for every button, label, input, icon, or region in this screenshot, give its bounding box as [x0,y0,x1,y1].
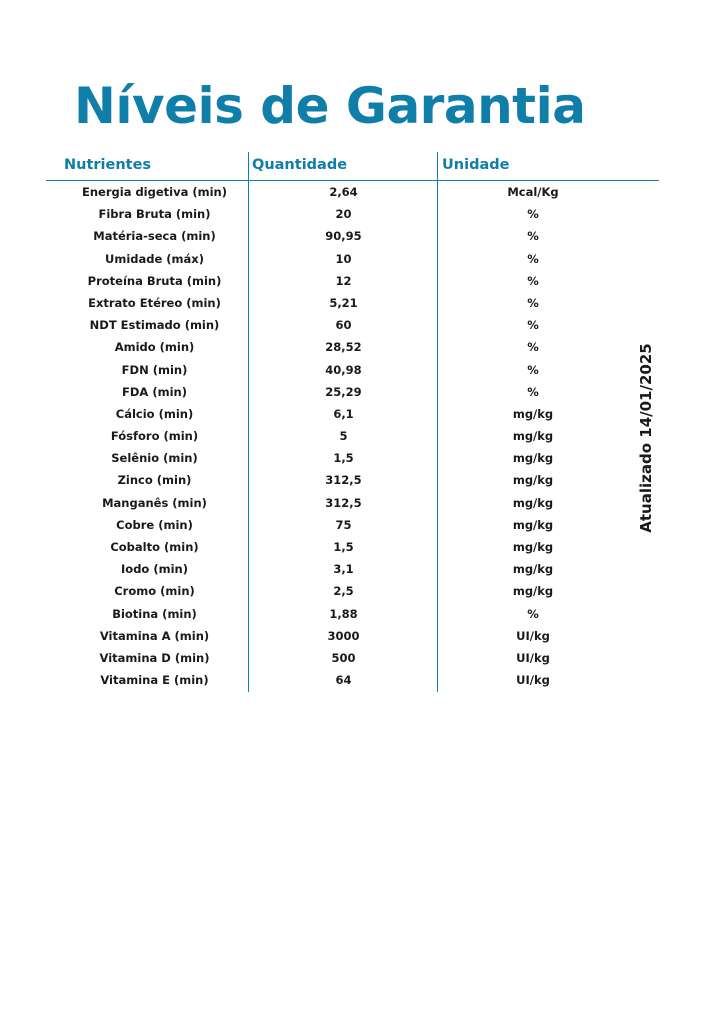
table-row [46,448,659,470]
unit-cell: Mcal/Kg [507,185,559,199]
nutrient-cell: Cromo (min) [114,584,195,599]
unit-cell: mg/kg [512,584,554,599]
quantity-cell: 1,5 [333,451,354,466]
header-quantity: Quantidade [252,157,348,173]
table-row [46,360,659,382]
table-row [46,515,659,537]
nutrient-cell: Energia digetiva (min) [82,185,227,199]
table-row [46,226,659,248]
quantity-cell: 312,5 [325,495,362,510]
nutrient-cell: Vitamina E (min) [100,673,209,688]
nutrient-cell: Cobalto (min) [110,540,199,554]
unit-cell: mg/kg [512,495,554,510]
table-row [46,249,659,271]
nutrient-cell: Fibra Bruta (min) [98,207,211,222]
nutrient-cell: Fósforo (min) [110,429,199,444]
unit-cell: % [527,273,539,288]
unit-cell: % [527,362,539,377]
quantity-cell: 2,5 [333,584,354,599]
header-nutrient: Nutrientes [64,157,152,173]
unit-cell: mg/kg [512,473,554,488]
quantity-cell: 64 [335,673,352,688]
table-row [46,271,659,293]
quantity-cell: 60 [335,318,352,333]
nutrient-cell: Umidade (máx) [105,251,204,266]
table-row [46,626,659,648]
quantity-cell: 500 [331,650,356,665]
quantity-cell: 25,29 [325,384,362,399]
unit-cell: UI/kg [516,673,550,688]
unit-cell: % [527,318,539,333]
table-row [46,648,659,670]
quantity-cell: 10 [335,251,352,266]
unit-cell: UI/kg [516,650,550,665]
updated-date-note: Atualizado 14/01/2025 [637,343,655,533]
nutrient-cell: Matéria-seca (min) [93,229,216,244]
unit-cell: mg/kg [512,540,554,554]
quantity-cell: 5 [339,429,348,444]
table-row [46,337,659,359]
table-row [46,404,659,426]
quantity-cell: 2,64 [329,185,358,199]
table-row [46,426,659,448]
unit-cell: mg/kg [512,451,554,466]
nutrient-cell: Manganês (min) [102,495,207,510]
quantity-cell: 12 [335,273,352,288]
unit-cell: % [527,606,539,621]
table-body [46,182,659,692]
nutrient-cell: Vitamina D (min) [99,650,210,665]
nutrient-cell: NDT Estimado (min) [89,318,220,333]
quantity-cell: 75 [335,517,352,532]
nutrient-cell: Cobre (min) [116,517,193,532]
nutrient-cell: Cálcio (min) [115,406,194,421]
unit-cell: mg/kg [512,562,554,577]
quantity-cell: 3000 [327,628,360,643]
unit-cell: UI/kg [516,628,550,643]
unit-cell: % [527,207,539,222]
unit-cell: % [527,340,539,355]
quantity-cell: 20 [335,207,352,222]
quantity-cell: 1,5 [333,540,354,554]
nutrient-cell: Selênio (min) [111,451,198,466]
table-row [46,293,659,315]
quantity-cell: 40,98 [325,362,362,377]
quantity-cell: 28,52 [325,340,362,355]
nutrient-cell: FDN (min) [121,362,188,377]
table-row [46,315,659,337]
quantity-cell: 1,88 [329,606,358,621]
table-row [46,182,659,204]
table-row [46,204,659,226]
page-title: Níveis de Garantia [74,77,586,135]
unit-cell: % [527,229,539,244]
unit-cell: % [527,251,539,266]
table-row [46,493,659,515]
table-row [46,382,659,404]
header-unit: Unidade [442,157,510,173]
unit-cell: mg/kg [512,517,554,532]
quantity-cell: 6,1 [333,406,354,421]
table-row [46,670,659,692]
nutrient-cell: Amido (min) [114,340,195,355]
nutrient-cell: Iodo (min) [121,562,188,577]
unit-cell: % [527,384,539,399]
nutrient-cell: FDA (min) [122,384,187,399]
table-row [46,604,659,626]
nutrient-cell: Zinco (min) [117,473,192,488]
nutrient-cell: Extrato Etéreo (min) [88,295,221,310]
table-row [46,581,659,603]
quantity-cell: 3,1 [333,562,354,577]
unit-cell: mg/kg [512,406,554,421]
table-header [46,152,659,181]
nutrient-cell: Biotina (min) [112,606,197,621]
table-row [46,559,659,581]
table-row [46,470,659,492]
nutrient-cell: Proteína Bruta (min) [87,273,222,288]
quantity-cell: 312,5 [325,473,362,488]
unit-cell: % [527,295,539,310]
quantity-cell: 5,21 [329,295,358,310]
quantity-cell: 90,95 [325,229,362,244]
unit-cell: mg/kg [512,429,554,444]
nutrient-cell: Vitamina A (min) [99,628,210,643]
table-row [46,537,659,559]
